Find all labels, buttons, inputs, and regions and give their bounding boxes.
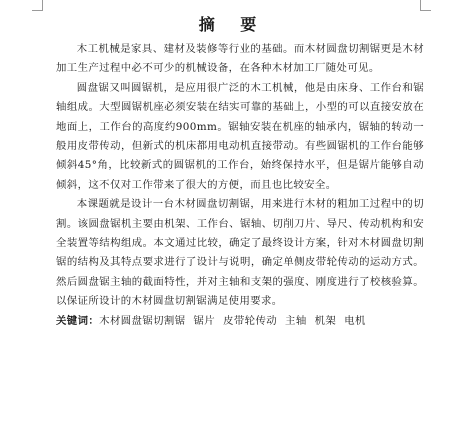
crop-mark-top-left — [32, 0, 43, 11]
keywords-label: 关键词： — [56, 314, 100, 327]
keyword-item: 锯片 — [193, 314, 216, 327]
keyword-item: 电机 — [344, 314, 366, 327]
keyword-item: 主轴 — [285, 314, 307, 327]
abstract-body — [56, 40, 424, 331]
keyword-item: 机架 — [314, 314, 337, 327]
keyword-item: 木材圆盘锯切割锯 — [99, 314, 186, 327]
abstract-paragraph: 本课题就是设计一台木材圆盘切割锯，用来进行木材的粗加工过程中的切割。该圆盘锯机主要由机架、工作台、锯轴、切削刀片、导尺、传动机构和安全装置等结构组成。本文通过比较，确定了最终设计方案，针对木材圆盘切割锯的结构及其特点要求进行了设计与说明，确定单侧皮带轮传动的运动方式。然后圆盘锯主轴的截面特性，并对主轴和支架的强度、刚度进行了校核验算。以保证所设计的木材圆盘切割锯满足使用要求。 — [56, 198, 424, 308]
keywords-line — [56, 312, 424, 331]
abstract-title: 摘 要 — [198, 15, 267, 34]
crop-mark-top-right — [420, 0, 431, 11]
keyword-item: 皮带轮传动 — [223, 314, 278, 327]
abstract-paragraph: 木工机械是家具、建材及装修等行业的基础。而木材圆盘切割锯更是木材加工生产过程中必不可少的机械设备，在各种木材加工厂随处可见。 — [56, 43, 424, 75]
abstract-paragraph: 圆盘锯又叫圆锯机，是应用很广泛的木工机械，他是由床身、工作台和锯轴组成。大型圆锯机座必须安装在结实可靠的基础上，小型的可以直接安放在地面上，工作台的高度约900mm。锯轴安装在机座的轴承内，锯轴的转动一般用皮带传动，但新式的机床都用电动机直接带动。有些圆锯机的工作台能够倾斜45°角，比较新式的圆锯机的工作台，始终保持水平，但是锯片能够自动倾斜，这不仅对工作带来了很大的方便，而且也比较安全。 — [56, 81, 424, 191]
